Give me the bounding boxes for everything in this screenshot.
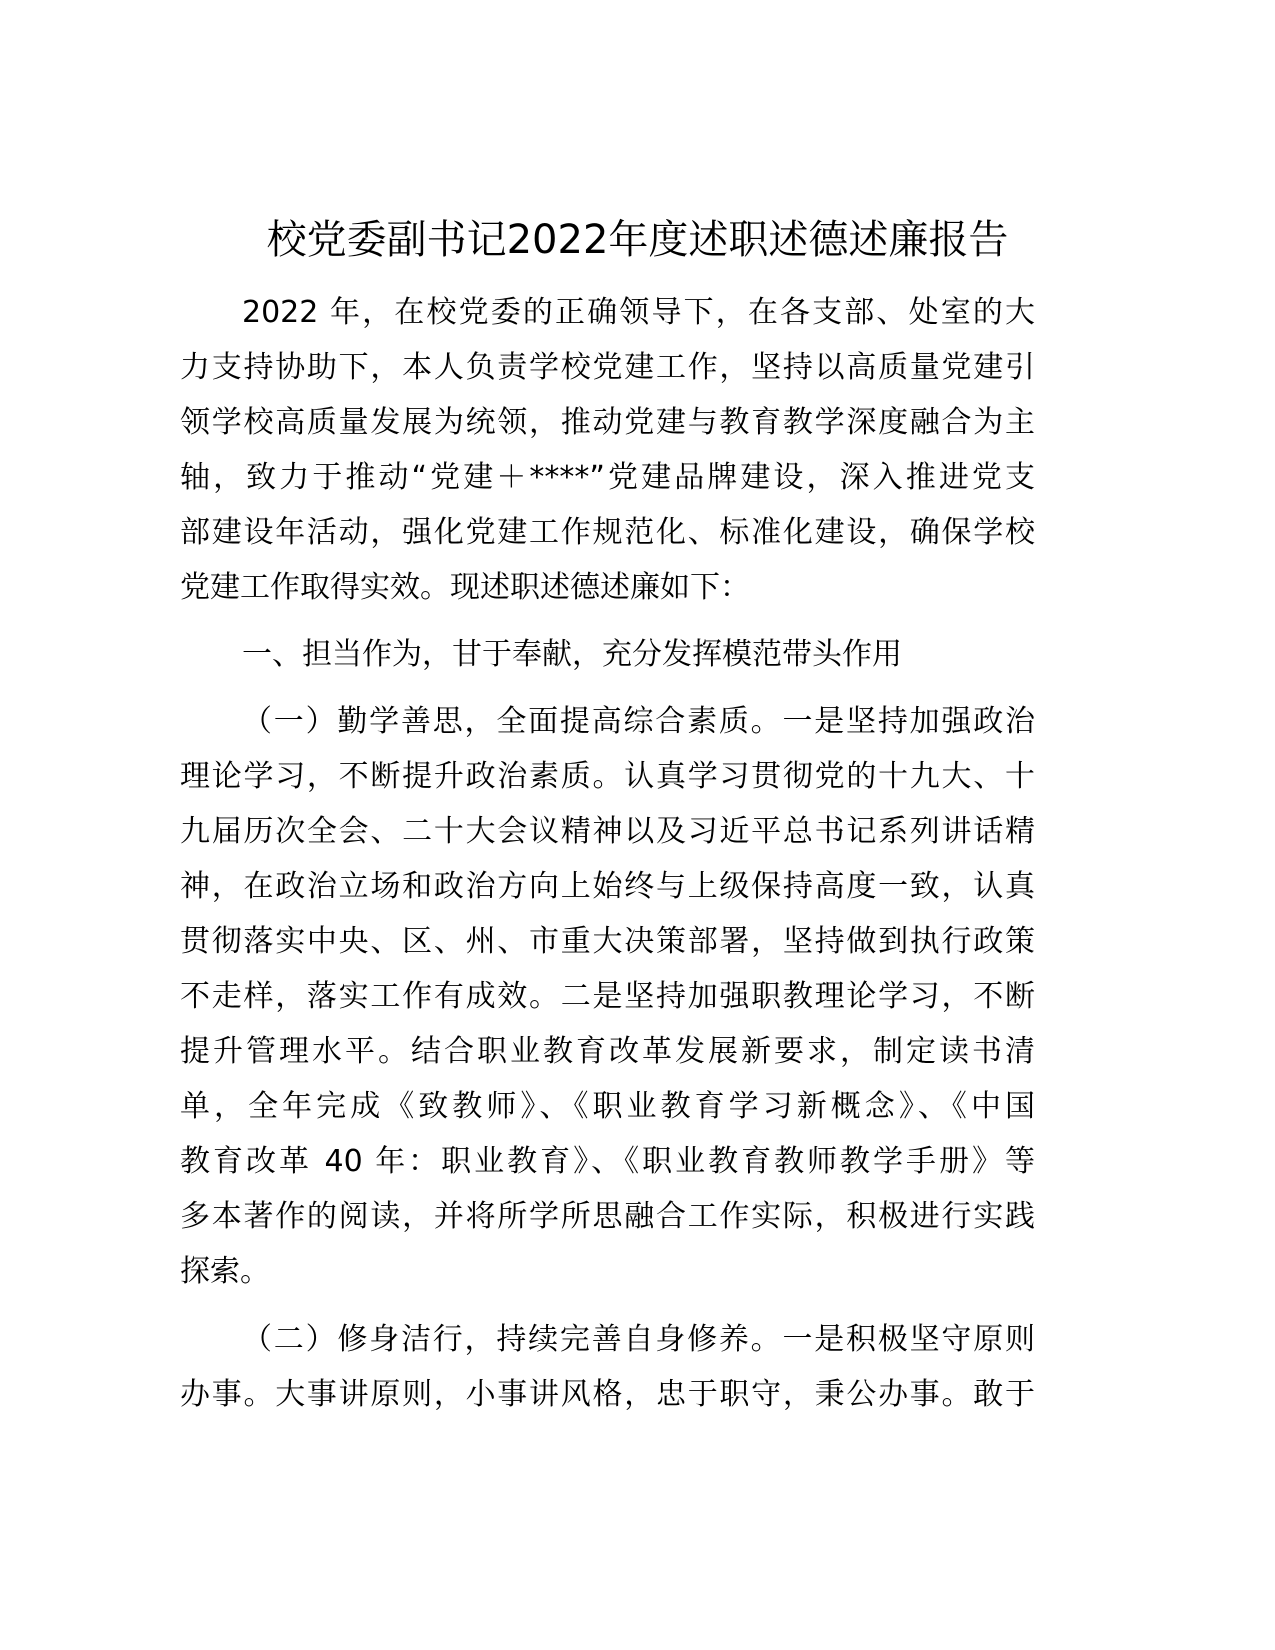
paragraph-line: 党建工作取得实效。现述职述德述廉如下：	[180, 570, 750, 605]
paragraph-line: 贯彻落实中央、区、州、市重大决策部署，坚持做到执行政策	[180, 924, 1035, 959]
paragraph-line: 九届历次全会、二十大会议精神以及习近平总书记系列讲话精	[180, 814, 1035, 849]
document-title: 校党委副书记2022年度述职述德述廉报告	[266, 217, 1009, 263]
paragraph-line: （一）勤学善思，全面提高综合素质。一是坚持加强政治	[242, 704, 1035, 739]
paragraph-line: 部建设年活动，强化党建工作规范化、标准化建设，确保学校	[180, 515, 1035, 550]
paragraph-line: 不走样，落实工作有成效。二是坚持加强职教理论学习，不断	[180, 979, 1035, 1014]
paragraph-line: 轴，致力于推动“党建＋****”党建品牌建设，深入推进党支	[180, 460, 1035, 495]
paragraph-line: 领学校高质量发展为统领，推动党建与教育教学深度融合为主	[180, 405, 1035, 440]
paragraph-line: （二）修身洁行，持续完善自身修养。一是积极坚守原则	[242, 1322, 1035, 1357]
paragraph-line: 教育改革 40 年：职业教育》、《职业教育教师教学手册》等	[180, 1144, 1035, 1179]
paragraph-line: 神，在政治立场和政治方向上始终与上级保持高度一致，认真	[180, 869, 1035, 904]
paragraph-line: 探索。	[180, 1254, 270, 1289]
paragraph-line: 办事。大事讲原则，小事讲风格，忠于职守，秉公办事。敢于	[180, 1377, 1035, 1412]
paragraph-line: 提升管理水平。结合职业教育改革发展新要求，制定读书清	[180, 1034, 1035, 1069]
paragraph-line: 单，全年完成《致教师》、《职业教育学习新概念》、《中国	[180, 1089, 1035, 1124]
paragraph-line: 力支持协助下，本人负责学校党建工作，坚持以高质量党建引	[180, 350, 1035, 385]
paragraph-line: 2022 年，在校党委的正确领导下，在各支部、处室的大	[242, 295, 1035, 330]
paragraph-line: 多本著作的阅读，并将所学所思融合工作实际，积极进行实践	[180, 1199, 1035, 1234]
section-heading: 一、担当作为，甘于奉献，充分发挥模范带头作用	[242, 637, 902, 672]
paragraph-line: 理论学习，不断提升政治素质。认真学习贯彻党的十九大、十	[180, 759, 1035, 794]
